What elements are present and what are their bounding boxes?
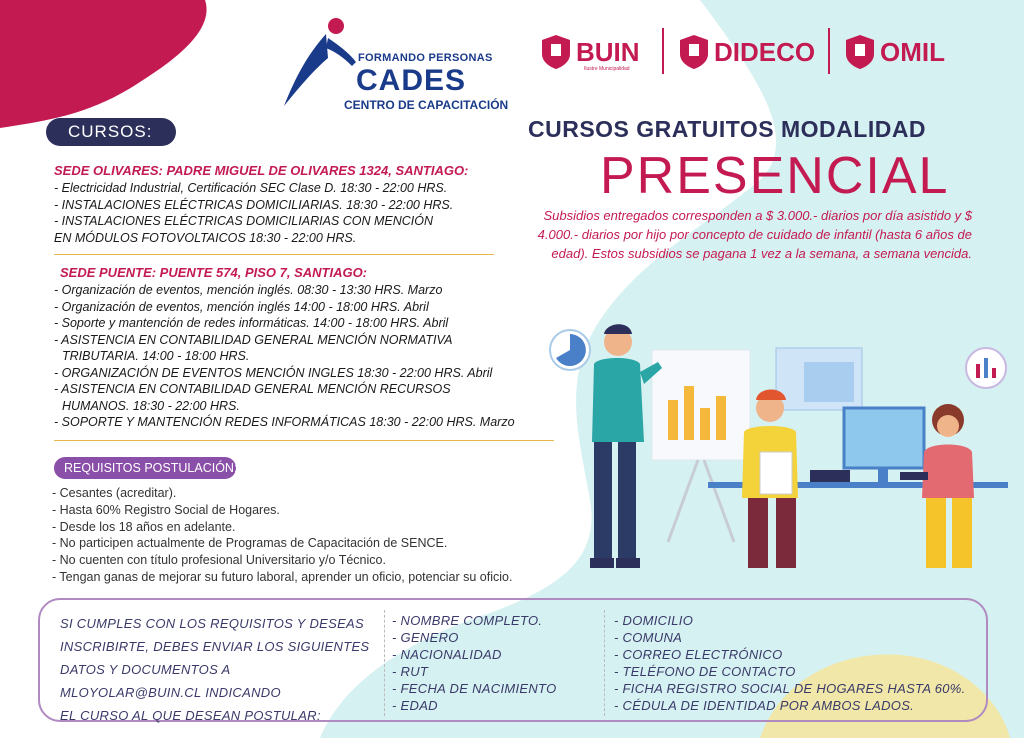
divider — [384, 610, 385, 716]
omil-label: OMIL — [880, 36, 945, 67]
header-title: CURSOS GRATUITOS MODALIDAD — [528, 116, 927, 142]
course-item: - Organización de eventos, mención inglés. 08:30 - 13:30 HRS. Marzo — [54, 283, 443, 297]
cursos-badge: CURSOS: — [46, 118, 176, 146]
cades-tagline: FORMANDO PERSONAS — [358, 52, 493, 64]
sede-olivares-courses — [54, 180, 453, 246]
cades-name: CADES — [356, 64, 467, 97]
cades-logo — [278, 14, 509, 114]
buin-small-label: Ilustre Municipalidad — [584, 66, 630, 72]
dideco-label: DIDECO — [714, 36, 816, 67]
list-item: - Cesantes (acreditar). — [52, 486, 177, 500]
header-presencial: PRESENCIAL — [600, 147, 950, 205]
divider — [662, 28, 664, 74]
list-item: - Tengan ganas de mejorar su futuro laboral, aprender un oficio, potenciar su oficio. — [52, 569, 513, 584]
course-item: - INSTALACIONES ELÉCTRICAS DOMICILIARIAS CON MENCIÓN — [54, 214, 433, 228]
list-item: - DOMICILIO — [614, 613, 694, 628]
shield-icon — [678, 34, 710, 70]
course-item: - ASISTENCIA EN CONTABILIDAD GENERAL MENCIÓN NORMATIVA — [54, 332, 453, 347]
list-item: - COMUNA — [614, 630, 683, 645]
required-data-col2 — [614, 612, 966, 714]
buin-logo — [540, 30, 640, 74]
list-item: - RUT — [392, 664, 429, 679]
course-item: - Organización de eventos, mención inglés 14:00 - 18:00 HRS. Abril — [54, 299, 429, 314]
list-item: - CORREO ELECTRÓNICO — [614, 647, 783, 662]
course-item: - SOPORTE Y MANTENCIÓN REDES INFORMÁTICAS 18:30 - 22:00 HRS. Marzo — [54, 415, 515, 429]
info-line: INSCRIBIRTE, DEBES ENVIAR LOS SIGUIENTES — [60, 639, 370, 654]
info-line: DATOS Y DOCUMENTOS A — [60, 662, 231, 677]
required-data-col1 — [392, 612, 556, 714]
sede-olivares-title: SEDE OLIVARES: PADRE MIGUEL DE OLIVARES 1324, SANTIAGO: — [54, 163, 469, 178]
course-item: - INSTALACIONES ELÉCTRICAS DOMICILIARIAS. 18:30 - 22:00 HRS. — [54, 197, 454, 212]
omil-logo — [844, 30, 945, 74]
course-item: - ORGANIZACIÓN DE EVENTOS MENCIÓN INGLES 18:30 - 22:00 HRS. Abril — [54, 365, 493, 380]
course-item: TRIBUTARIA. 14:00 - 18:00 HRS. — [62, 349, 250, 363]
course-item: - Electricidad Industrial, Certificación SEC Clase D. 18:30 - 22:00 HRS. — [54, 181, 448, 195]
divider — [828, 28, 830, 74]
buin-label: BUIN — [576, 36, 640, 67]
list-item: - FICHA REGISTRO SOCIAL DE HOGARES HASTA 60%. — [614, 681, 966, 696]
list-item: - EDAD — [392, 698, 438, 713]
course-item: - Soporte y mantención de redes informáticas. 14:00 - 18:00 HRS. Abril — [54, 316, 449, 330]
cades-subtitle: CENTRO DE CAPACITACIÓN — [344, 98, 509, 112]
info-line: SI CUMPLES CON LOS REQUISITOS Y DESEAS — [60, 616, 364, 631]
list-item: - No cuenten con título profesional Universitario y/o Técnico. — [52, 553, 386, 568]
whiteboard — [652, 350, 750, 460]
course-item: EN MÓDULOS FOTOVOLTAICOS 18:30 - 22:00 HRS. — [54, 230, 357, 245]
list-item: - GENERO — [392, 630, 459, 645]
office-illustration — [548, 312, 1018, 582]
info-line: EL CURSO AL QUE DESEAN POSTULAR: — [60, 708, 321, 723]
list-item: - TELÉFONO DE CONTACTO — [614, 664, 796, 679]
divider — [604, 610, 605, 716]
dideco-logo — [678, 30, 815, 74]
sede-puente-title: SEDE PUENTE: PUENTE 574, PISO 7, SANTIAGO: — [60, 265, 368, 280]
shield-icon — [540, 34, 572, 70]
list-item: - NACIONALIDAD — [392, 647, 502, 662]
divider — [54, 440, 554, 441]
shield-icon — [844, 34, 876, 70]
list-item: - No participen actualmente de Programas de Capacitación de SENCE. — [52, 536, 448, 551]
divider — [54, 254, 494, 255]
requisitos-list — [52, 485, 512, 586]
list-item: - FECHA DE NACIMIENTO — [392, 681, 557, 696]
course-item: HUMANOS. 18:30 - 22:00 HRS. — [62, 398, 240, 413]
requisitos-badge: REQUISITOS POSTULACIÓN: — [54, 457, 236, 479]
info-intro — [60, 612, 370, 727]
list-item: - Desde los 18 años en adelante. — [52, 519, 236, 534]
list-item: - CÉDULA DE IDENTIDAD POR AMBOS LADOS. — [614, 698, 915, 713]
sede-puente-courses — [54, 282, 515, 431]
list-item: - NOMBRE COMPLETO. — [392, 613, 543, 628]
course-item: - ASISTENCIA EN CONTABILIDAD GENERAL MENCIÓN RECURSOS — [54, 382, 451, 396]
list-item: - Hasta 60% Registro Social de Hogares. — [52, 502, 280, 517]
subsidy-text: Subsidios entregados corresponden a $ 3.000.- diarios por día asistido y $ 4.000.- diarios por hijo por concepto de cuidado de infantil (hasta 6 años de edad). Estos subsidios se pagana 1 vez a la semana, a semana vencida. — [537, 208, 972, 261]
email-link[interactable]: MLOYOLAR@BUIN.CL INDICANDO — [60, 685, 281, 700]
